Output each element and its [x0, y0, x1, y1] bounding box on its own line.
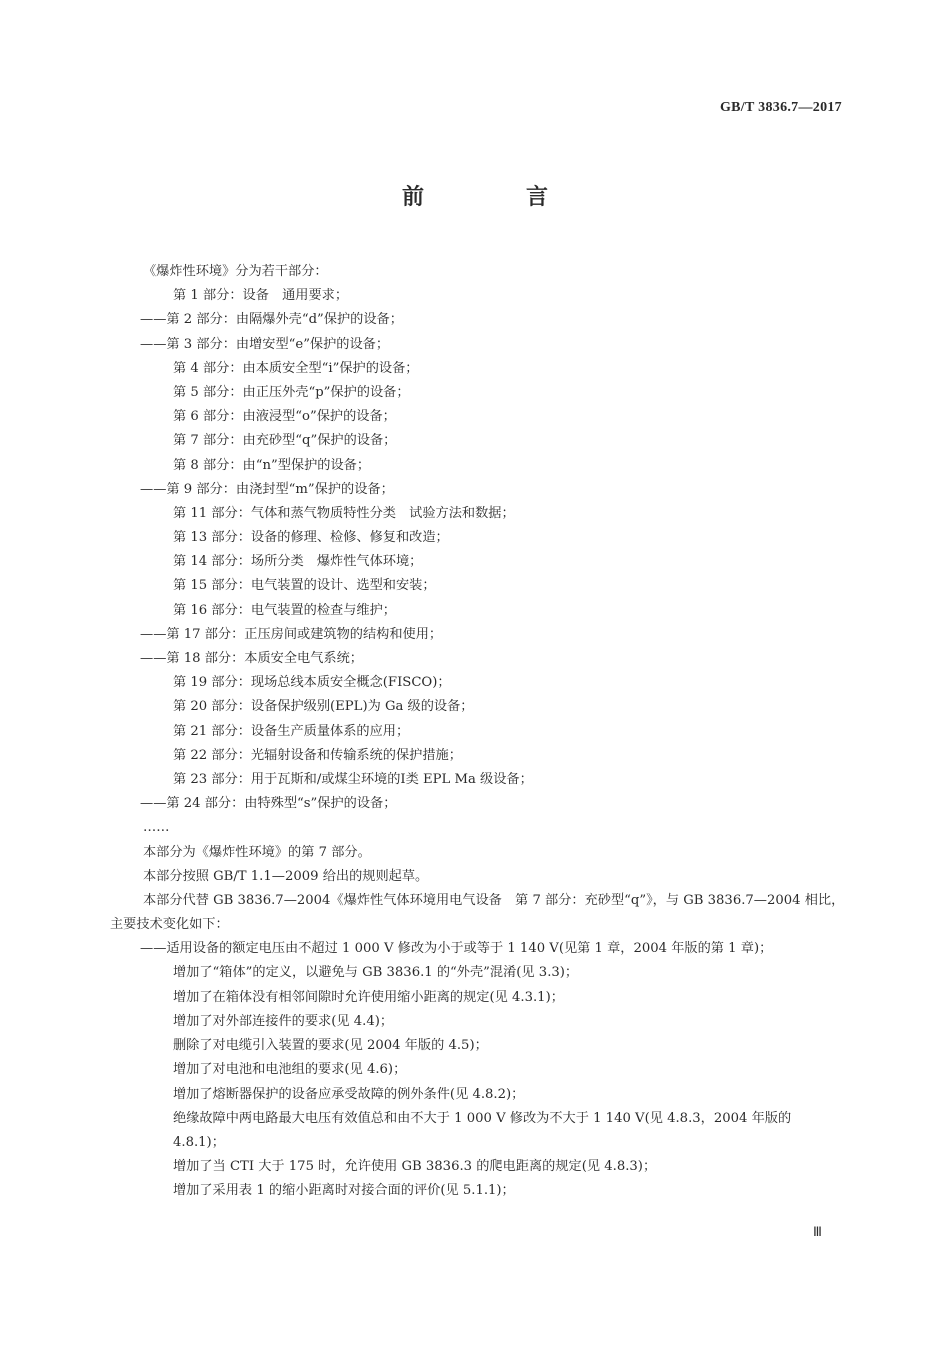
list-item: [110, 357, 845, 381]
list-item-text: 第 3 部分：由增安型“e”保护的设备；: [166, 336, 390, 352]
list-item: [110, 574, 845, 598]
list-item: [110, 695, 845, 719]
list-item: [110, 1155, 845, 1179]
list-item-text: 增加了“箱体”的定义，以避免与 GB 3836.1 的“外壳”混淆(见 3.3)；: [173, 965, 579, 981]
list-item: [110, 671, 845, 695]
list-item-text: 增加了对外部连接件的要求(见 4.4)；: [173, 1013, 394, 1029]
list-item-text: 增加了采用表 1 的缩小距离时对接合面的评价(见 5.1.1)；: [173, 1183, 515, 1199]
dash-marker: ——: [140, 941, 167, 957]
list-item-text: 适用设备的额定电压由不超过 1 000 V 修改为小于或等于 1 140 V(见第 1 章，2004 年版的第 1 章)；: [166, 941, 773, 957]
list-item-text: 第 23 部分：用于瓦斯和/或煤尘环境的Ⅰ类 EPL Ma 级设备；: [173, 771, 533, 787]
list-item: [110, 1179, 845, 1203]
dash-marker: ——: [140, 626, 167, 642]
list-item-text: 增加了熔断器保护的设备应承受故障的例外条件(见 4.8.2)；: [173, 1086, 525, 1102]
list-item-text: 第 19 部分：现场总线本质安全概念(FISCO)；: [173, 675, 451, 691]
changes-list: [110, 937, 845, 1203]
dash-marker: ——: [140, 312, 167, 328]
list-item: [110, 405, 845, 429]
list-item-text: 第 24 部分：由特殊型“s”保护的设备；: [166, 796, 397, 812]
list-item: [110, 1107, 845, 1155]
list-item: [110, 429, 845, 453]
list-item-text: 第 6 部分：由液浸型“o”保护的设备；: [173, 409, 396, 425]
list-item: [110, 550, 845, 574]
list-item: [110, 768, 845, 792]
list-item-text: 第 18 部分：本质安全电气系统；: [166, 651, 363, 666]
list-item-text: 第 15 部分：电气装置的设计、选型和安装；: [173, 578, 436, 594]
list-item-text: 增加了在箱体没有相邻间隙时允许使用缩小距离的规定(见 4.3.1)；: [173, 989, 564, 1005]
standard-code: GB/T 3836.7—2017: [719, 100, 842, 115]
list-item: [110, 1083, 845, 1107]
list-item: [110, 599, 845, 623]
list-item: [110, 381, 845, 405]
list-item-text: 第 1 部分：设备 通用要求；: [173, 288, 349, 304]
list-item: [110, 526, 845, 550]
list-item-text: 第 13 部分：设备的修理、检修、修复和改造；: [173, 530, 449, 546]
list-item-text: 第 4 部分：由本质安全型“i”保护的设备；: [173, 360, 419, 376]
list-item-text: 绝缘故障中两电路最大电压有效值总和由不大于 1 000 V 修改为不大于 1 140 V(见 4.8.3，2004 年版的 4.8.1)；: [173, 1110, 792, 1150]
page-title: 前 言: [401, 184, 588, 210]
list-item-text: 第 21 部分：设备生产质量体系的应用；: [173, 723, 410, 739]
list-item: [110, 478, 845, 502]
list-item: [110, 792, 845, 816]
list-item-text: 第 7 部分：由充砂型“q”保护的设备；: [173, 433, 397, 449]
list-item: [110, 454, 845, 478]
dash-marker: ——: [140, 481, 167, 497]
ellipsis: ……: [143, 820, 170, 836]
list-item-text: 增加了对电池和电池组的要求(见 4.6)；: [173, 1062, 407, 1078]
list-item: [110, 720, 845, 744]
list-item-text: 第 14 部分：场所分类 爆炸性气体环境；: [173, 554, 423, 570]
list-item: [110, 623, 845, 647]
list-item-text: 第 11 部分：气体和蒸气物质特性分类 试验方法和数据；: [173, 505, 515, 521]
dash-marker: ——: [140, 651, 167, 666]
list-item-text: 增加了当 CTI 大于 175 时，允许使用 GB 3836.3 的爬电距离的规定(见 4.8.3)；: [173, 1159, 657, 1175]
list-item-text: 第 2 部分：由隔爆外壳“d”保护的设备；: [166, 312, 403, 328]
list-item: [110, 502, 845, 526]
list-item-text: 删除了对电缆引入装置的要求(见 2004 年版的 4.5)；: [173, 1038, 488, 1054]
list-item: [110, 333, 845, 357]
list-item: [110, 647, 845, 671]
paragraph-1: 本部分为《爆炸性环境》的第 7 部分。: [143, 844, 371, 860]
list-item: [110, 308, 845, 332]
list-item: [110, 1058, 845, 1082]
list-item-text: 第 22 部分：光辐射设备和传输系统的保护措施；: [173, 747, 462, 763]
document-body: [110, 260, 845, 1204]
list-item-text: 第 8 部分：由“n”型保护的设备；: [173, 457, 371, 473]
paragraph-2: 本部分按照 GB/T 1.1—2009 给出的规则起草。: [143, 868, 429, 884]
dash-marker: ——: [140, 336, 167, 352]
list-item: [110, 744, 845, 768]
dash-marker: ——: [140, 796, 167, 812]
list-item-text: 第 17 部分：正压房间或建筑物的结构和使用；: [166, 626, 443, 642]
list-item: [110, 937, 845, 961]
list-item: [110, 986, 845, 1010]
list-item: [110, 1034, 845, 1058]
intro-text: 《爆炸性环境》分为若干部分：: [143, 264, 328, 279]
list-item: [110, 1010, 845, 1034]
list-item-text: 第 20 部分：设备保护级别(EPL)为 Ga 级的设备；: [173, 699, 474, 715]
page-number: Ⅲ: [813, 1224, 822, 1239]
list-item-text: 第 16 部分：电气装置的检查与维护；: [173, 602, 396, 618]
list-item: [110, 284, 845, 308]
list-item-text: 第 5 部分：由正压外壳“p”保护的设备；: [173, 384, 410, 400]
list-item-text: 第 9 部分：由浇封型“m”保护的设备；: [166, 481, 394, 497]
paragraph-3: 本部分代替 GB 3836.7—2004《爆炸性气体环境用电气设备 第 7 部分：充砂型“q”》，与 GB 3836.7—2004 相比，主要技术变化如下：: [110, 892, 845, 933]
list-item: [110, 961, 845, 985]
parts-list: [110, 284, 845, 816]
